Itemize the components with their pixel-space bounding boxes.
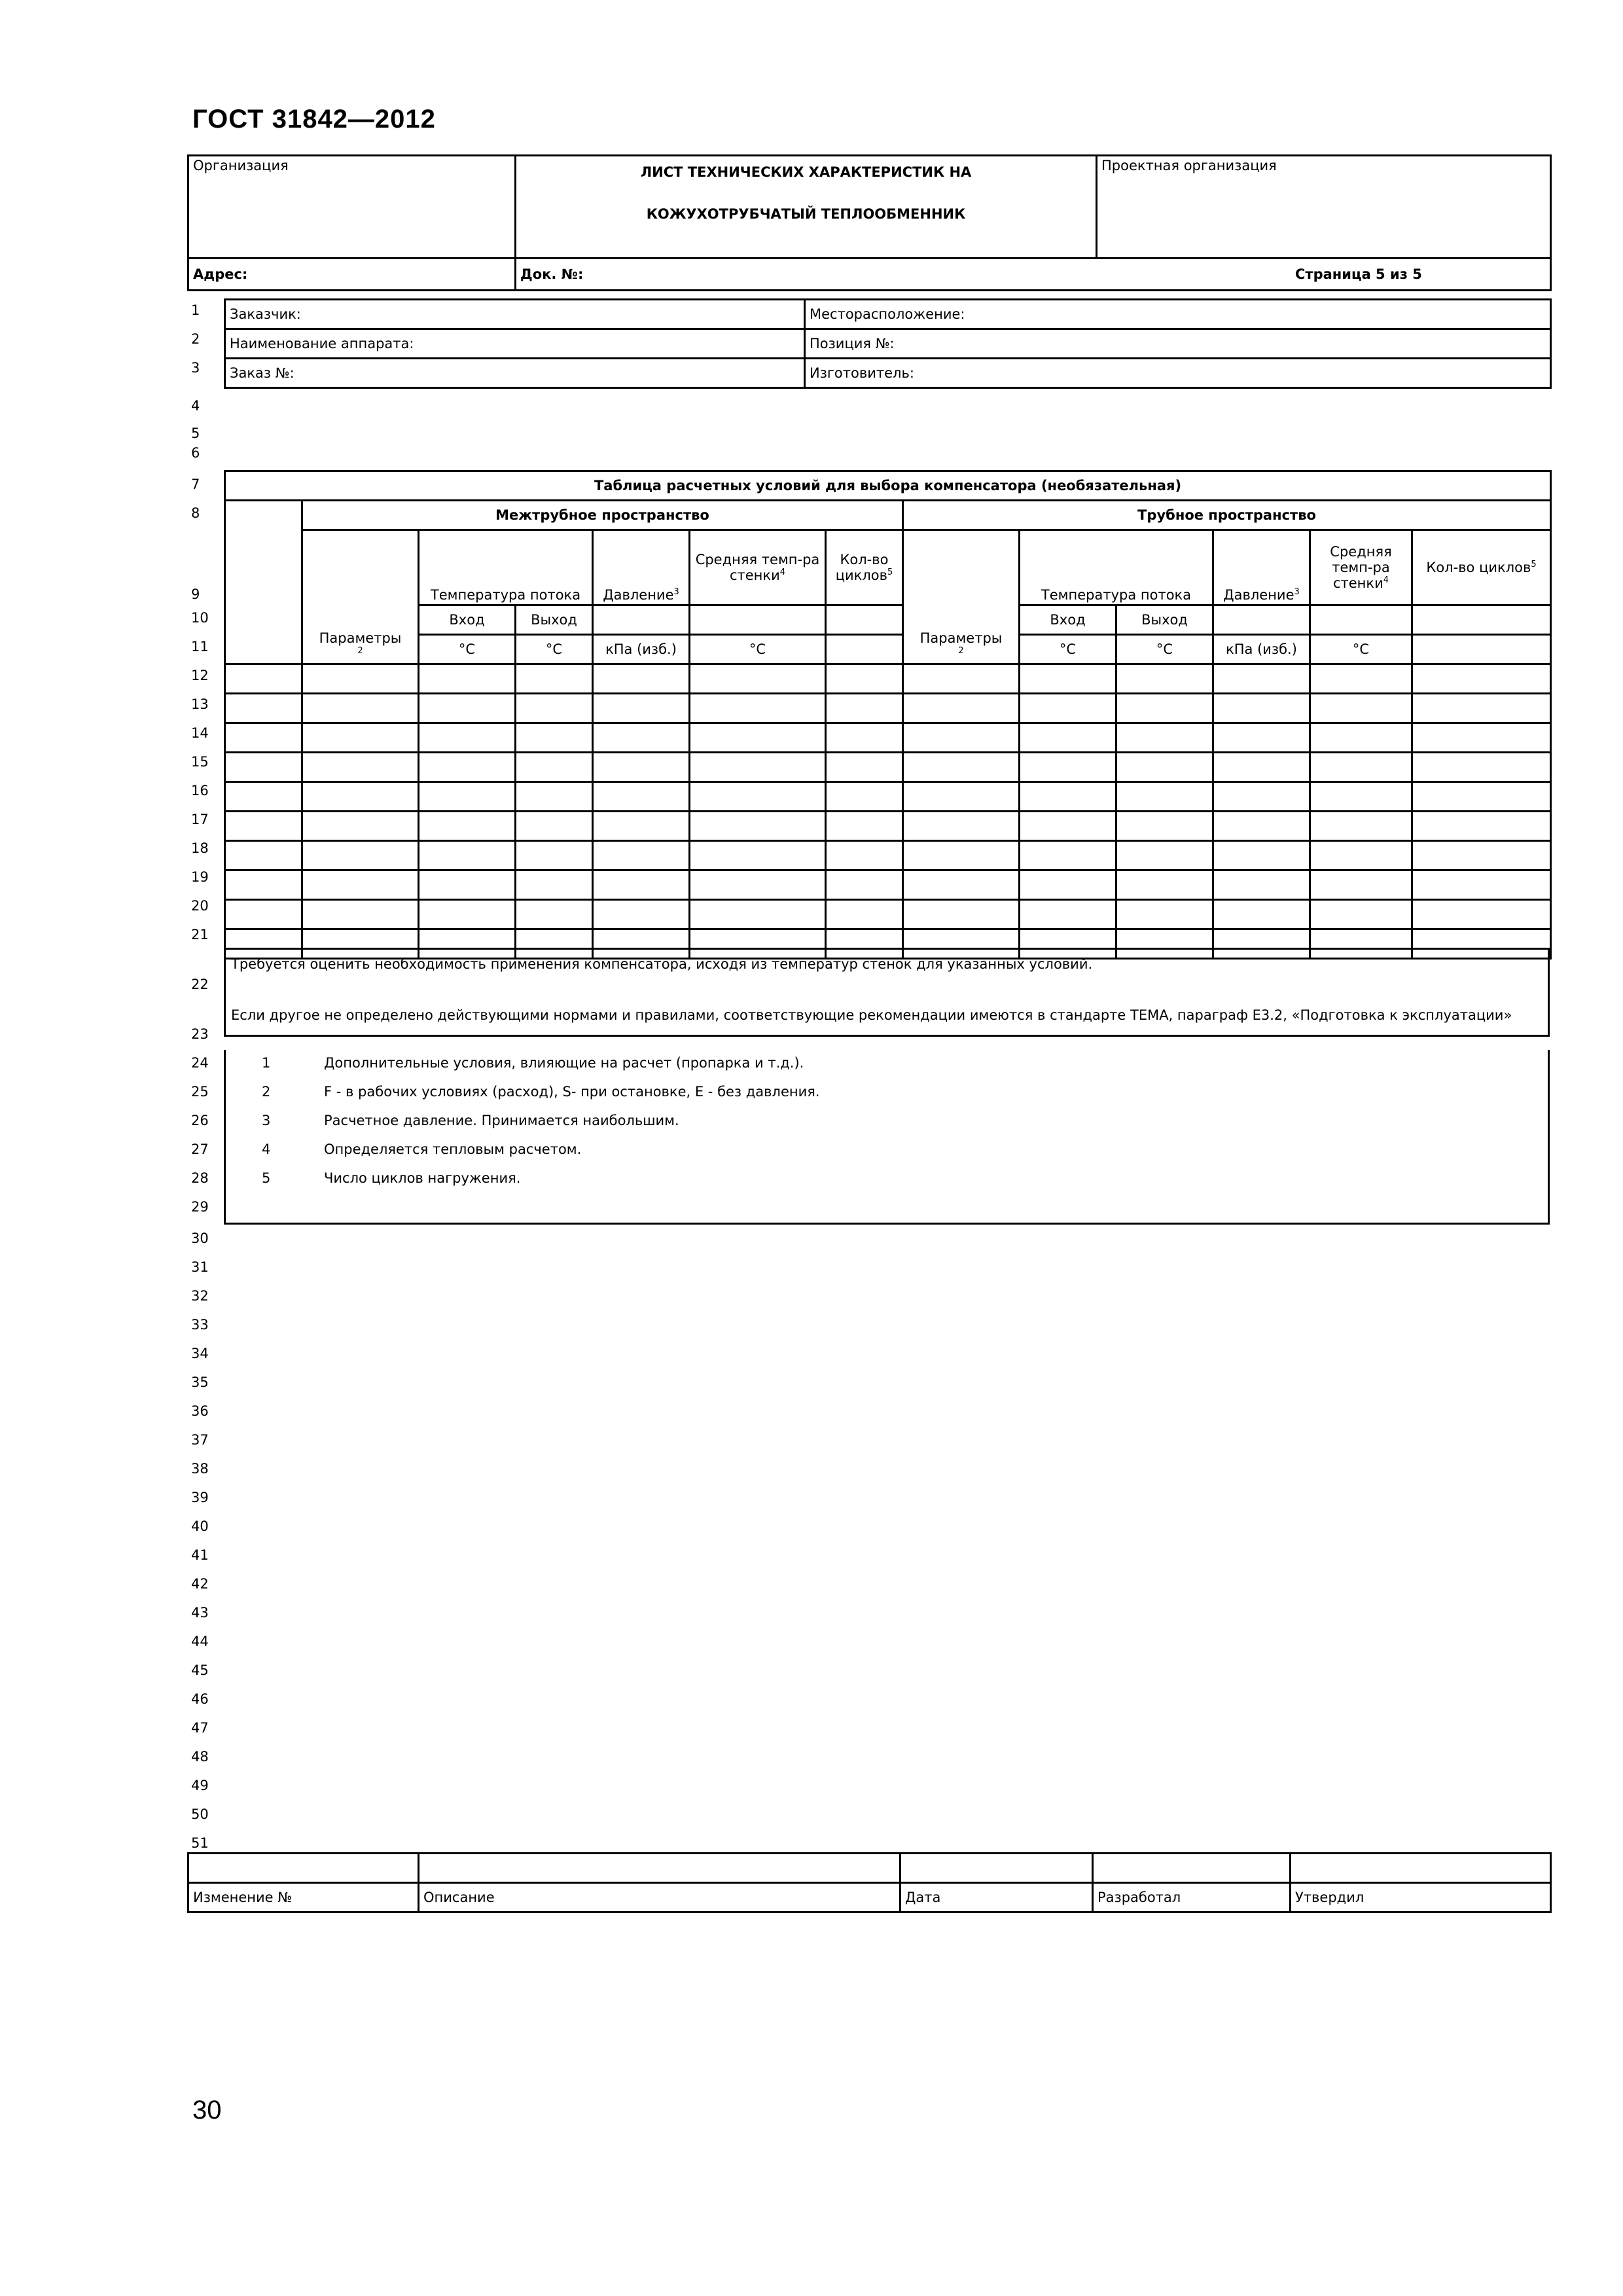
table-cell[interactable] <box>826 782 903 812</box>
table-cell[interactable] <box>903 900 1020 929</box>
remark-line-2: Если другое не определено действующими нормами и правилами, соответствующие рекомендации имеются в стандарте ТЕМА, параграф Е3.2, «Подготовка к эксплуатации» <box>231 1007 1512 1023</box>
apparatus-name-field[interactable]: Наименование аппарата: <box>225 329 805 359</box>
table-cell[interactable] <box>690 782 826 812</box>
table-row <box>225 664 1551 694</box>
organization-cell <box>188 156 516 259</box>
table-cell[interactable] <box>1310 841 1412 870</box>
table-cell[interactable] <box>1213 723 1310 753</box>
change-number-label: Изменение № <box>188 1883 419 1912</box>
line-number: 9 <box>191 586 200 602</box>
table-cell[interactable] <box>903 664 1020 694</box>
compensator-conditions-table <box>224 470 1552 960</box>
line-number: 1 <box>191 302 200 318</box>
line-number: 51 <box>191 1835 209 1851</box>
tube-pressure-header: Давление$^3$ <box>1213 530 1310 605</box>
table-cell[interactable] <box>1412 812 1551 841</box>
table-cell[interactable] <box>1310 753 1412 782</box>
table-cell[interactable] <box>593 753 690 782</box>
line-number: 15 <box>191 754 209 770</box>
table-cell[interactable] <box>225 841 302 870</box>
footnote-2: 2 F - в рабочих условиях (расход), S- при остановке, Е - без давления. <box>262 1084 820 1100</box>
table-cell[interactable] <box>1116 841 1213 870</box>
organization-label: Организация <box>193 158 289 173</box>
table-row <box>225 782 1551 812</box>
footnote-5: 5 Число циклов нагружения. <box>262 1170 521 1186</box>
table-cell[interactable] <box>1020 870 1116 900</box>
footnote-1: 1 Дополнительные условия, влияющие на расчет (пропарка и т.д.). <box>262 1055 804 1071</box>
line-number: 8 <box>191 505 200 521</box>
table-cell[interactable] <box>1213 841 1310 870</box>
line-number: 36 <box>191 1403 209 1419</box>
doc-number-cell <box>516 259 1551 291</box>
table-cell[interactable] <box>419 782 516 812</box>
line-number: 26 <box>191 1113 209 1128</box>
table-cell[interactable] <box>903 723 1020 753</box>
shell-outlet-header: Выход <box>516 605 593 635</box>
table-cell[interactable] <box>516 812 593 841</box>
table-cell[interactable] <box>826 870 903 900</box>
table-cell[interactable] <box>826 900 903 929</box>
empty-cell <box>1412 635 1551 664</box>
table-cell[interactable] <box>1310 694 1412 723</box>
tube-wall-temp-unit: °С <box>1310 635 1412 664</box>
sheet-title-cell <box>516 156 1097 259</box>
table-cell[interactable] <box>593 812 690 841</box>
table-cell[interactable] <box>419 694 516 723</box>
customer-field[interactable]: Заказчик: <box>225 300 805 329</box>
order-number-field[interactable]: Заказ №: <box>225 359 805 388</box>
remark-line-1: Требуется оценить необходимость применения компенсатора, исходя из температур стенок для указанных условий. <box>231 956 1093 972</box>
table-cell[interactable] <box>1412 694 1551 723</box>
line-number: 27 <box>191 1141 209 1157</box>
line-number: 31 <box>191 1259 209 1275</box>
line-number: 38 <box>191 1461 209 1477</box>
table-cell[interactable] <box>1310 900 1412 929</box>
tube-outlet-header: Выход <box>1116 605 1213 635</box>
table-cell[interactable] <box>1213 812 1310 841</box>
sheet-header <box>187 154 1552 291</box>
table-cell[interactable] <box>1116 753 1213 782</box>
table-cell[interactable] <box>516 694 593 723</box>
footnote-4: 4 Определяется тепловым расчетом. <box>262 1141 582 1157</box>
table-cell[interactable] <box>419 664 516 694</box>
tube-outlet-unit: °С <box>1116 635 1213 664</box>
tube-inlet-unit: °С <box>1020 635 1116 664</box>
table-cell[interactable] <box>826 812 903 841</box>
line-number: 2 <box>191 331 200 347</box>
table-cell[interactable] <box>1310 664 1412 694</box>
table-cell[interactable] <box>516 870 593 900</box>
empty-cell <box>690 605 826 635</box>
line-number: 3 <box>191 360 200 376</box>
table-cell[interactable] <box>903 841 1020 870</box>
table-cell[interactable] <box>1213 782 1310 812</box>
table-cell[interactable] <box>302 841 419 870</box>
params-footnote-ref: 2 <box>357 646 363 656</box>
table-cell[interactable] <box>690 870 826 900</box>
revision-date-cell[interactable] <box>901 1854 1093 1883</box>
table-cell[interactable] <box>593 870 690 900</box>
table-cell[interactable] <box>690 900 826 929</box>
table-row <box>225 900 1551 929</box>
empty-cell <box>826 605 903 635</box>
table-row <box>225 753 1551 782</box>
table-cell[interactable] <box>419 812 516 841</box>
table-cell[interactable] <box>225 812 302 841</box>
table-cell[interactable] <box>1310 723 1412 753</box>
table-cell[interactable] <box>225 664 302 694</box>
shell-cycles-header: Кол-во циклов$^5$ <box>826 530 903 605</box>
table-cell[interactable] <box>225 782 302 812</box>
table-cell[interactable] <box>1020 694 1116 723</box>
table-cell[interactable] <box>690 664 826 694</box>
table-cell[interactable] <box>225 870 302 900</box>
table-cell[interactable] <box>516 664 593 694</box>
line-number: 45 <box>191 1662 209 1678</box>
line-number: 48 <box>191 1749 209 1765</box>
tube-side-header: Трубное пространство <box>903 501 1551 530</box>
line-number: 16 <box>191 783 209 798</box>
table-cell[interactable] <box>826 753 903 782</box>
shell-side-header: Межтрубное пространство <box>302 501 903 530</box>
table-cell[interactable] <box>419 900 516 929</box>
line-number: 44 <box>191 1634 209 1649</box>
table-cell[interactable] <box>1412 753 1551 782</box>
table-cell[interactable] <box>1213 694 1310 723</box>
order-info-table <box>224 298 1552 389</box>
table-cell[interactable] <box>1412 900 1551 929</box>
table-cell[interactable] <box>1020 753 1116 782</box>
table-row <box>225 694 1551 723</box>
page-indicator: Страница 5 из 5 <box>1295 266 1422 282</box>
empty-cell <box>1213 605 1310 635</box>
line-number: 7 <box>191 476 200 492</box>
developed-by-label: Разработал <box>1093 1883 1291 1912</box>
line-number: 5 <box>191 425 200 441</box>
table-cell[interactable] <box>593 782 690 812</box>
table-cell[interactable] <box>903 782 1020 812</box>
table-cell[interactable] <box>903 694 1020 723</box>
table-cell[interactable] <box>903 870 1020 900</box>
line-number: 19 <box>191 869 209 885</box>
table-cell[interactable] <box>690 841 826 870</box>
table-cell[interactable] <box>1020 900 1116 929</box>
location-field[interactable]: Месторасположение: <box>805 300 1551 329</box>
table-cell[interactable] <box>690 753 826 782</box>
table-cell[interactable] <box>1020 812 1116 841</box>
description-label: Описание <box>419 1883 901 1912</box>
table-cell[interactable] <box>516 782 593 812</box>
table-cell[interactable] <box>1020 841 1116 870</box>
footnote-3: 3 Расчетное давление. Принимается наибольшим. <box>262 1113 679 1128</box>
line-number: 43 <box>191 1605 209 1621</box>
table-cell[interactable] <box>593 694 690 723</box>
table-row <box>225 870 1551 900</box>
table-cell[interactable] <box>1116 664 1213 694</box>
table-cell[interactable] <box>419 841 516 870</box>
line-number: 34 <box>191 1346 209 1361</box>
tube-params-header: Параметры $^2$ <box>903 530 1020 664</box>
line-number: 42 <box>191 1576 209 1592</box>
line-number: 28 <box>191 1170 209 1186</box>
table-cell[interactable] <box>1213 900 1310 929</box>
table-cell[interactable] <box>1412 841 1551 870</box>
line-number: 29 <box>191 1199 209 1215</box>
line-number: 6 <box>191 445 200 461</box>
table-cell[interactable] <box>690 723 826 753</box>
table-cell[interactable] <box>1310 812 1412 841</box>
table-cell[interactable] <box>1412 664 1551 694</box>
line-number: 14 <box>191 725 209 741</box>
table-cell[interactable] <box>516 753 593 782</box>
table-cell[interactable] <box>302 812 419 841</box>
line-number: 22 <box>191 977 209 992</box>
line-number: 25 <box>191 1084 209 1100</box>
table-cell[interactable] <box>1116 870 1213 900</box>
table-cell[interactable] <box>1310 782 1412 812</box>
line-number: 37 <box>191 1432 209 1448</box>
line-number: 4 <box>191 398 200 414</box>
line-number: 17 <box>191 812 209 827</box>
sheet-title-line2: КОЖУХОТРУБЧАТЫЙ ТЕПЛООБМЕННИК <box>646 206 966 222</box>
revision-approved-cell[interactable] <box>1291 1854 1551 1883</box>
table-cell[interactable] <box>419 870 516 900</box>
table-cell[interactable] <box>302 694 419 723</box>
manufacturer-field[interactable]: Изготовитель: <box>805 359 1551 388</box>
shell-params-header: Параметры $^2$ <box>302 530 419 664</box>
shell-outlet-unit: °С <box>516 635 593 664</box>
shell-pressure-header: Давление$^3$ <box>593 530 690 605</box>
line-number: 35 <box>191 1374 209 1390</box>
line-number: 13 <box>191 696 209 712</box>
revision-developed-cell[interactable] <box>1093 1854 1291 1883</box>
revision-block <box>187 1852 1552 1913</box>
table-cell[interactable] <box>1412 723 1551 753</box>
line-number: 46 <box>191 1691 209 1707</box>
table-row <box>225 841 1551 870</box>
table-cell[interactable] <box>826 664 903 694</box>
line-number: 33 <box>191 1317 209 1333</box>
table-row <box>225 812 1551 841</box>
table-cell[interactable] <box>1116 812 1213 841</box>
line-number: 20 <box>191 898 209 914</box>
footnotes-box <box>224 1050 1550 1225</box>
table-cell[interactable] <box>1020 664 1116 694</box>
table-row <box>225 723 1551 753</box>
table-cell[interactable] <box>302 664 419 694</box>
shell-wall-temp-header: Средняя темп-ра стенки$^4$ <box>690 530 826 605</box>
approved-by-label: Утвердил <box>1291 1883 1551 1912</box>
table-cell[interactable] <box>302 723 419 753</box>
sheet-title-line1: ЛИСТ ТЕХНИЧЕСКИХ ХАРАКТЕРИСТИК НА <box>640 164 972 180</box>
shell-flow-temp-header: Температура потока <box>419 530 593 605</box>
table-cell[interactable] <box>516 900 593 929</box>
tube-inlet-header: Вход <box>1020 605 1116 635</box>
empty-cell <box>826 635 903 664</box>
table-cell[interactable] <box>826 841 903 870</box>
line-number: 24 <box>191 1055 209 1071</box>
line-number: 10 <box>191 610 209 626</box>
revision-description-cell[interactable] <box>419 1854 901 1883</box>
revision-change-cell[interactable] <box>188 1854 419 1883</box>
table-cell[interactable] <box>225 694 302 723</box>
line-number: 21 <box>191 927 209 942</box>
design-organization-cell <box>1097 156 1551 259</box>
line-number: 11 <box>191 639 209 655</box>
table-cell[interactable] <box>302 900 419 929</box>
table-cell[interactable] <box>1116 782 1213 812</box>
table-cell[interactable] <box>826 723 903 753</box>
table-cell[interactable] <box>302 782 419 812</box>
table-cell[interactable] <box>903 753 1020 782</box>
line-number: 49 <box>191 1778 209 1793</box>
table-cell[interactable] <box>225 723 302 753</box>
shell-pressure-unit: кПа (изб.) <box>593 635 690 664</box>
table-cell[interactable] <box>516 723 593 753</box>
table-cell[interactable] <box>690 694 826 723</box>
line-number: 39 <box>191 1490 209 1505</box>
address-label: Адрес: <box>188 259 516 291</box>
table-cell[interactable] <box>903 812 1020 841</box>
table-cell[interactable] <box>419 723 516 753</box>
table-cell[interactable] <box>1020 782 1116 812</box>
table-cell[interactable] <box>1412 870 1551 900</box>
line-number: 41 <box>191 1547 209 1563</box>
line-number: 50 <box>191 1806 209 1822</box>
doc-number-label: Док. №: <box>520 266 584 282</box>
table-cell[interactable] <box>419 753 516 782</box>
table-cell[interactable] <box>225 900 302 929</box>
position-field[interactable]: Позиция №: <box>805 329 1551 359</box>
data-rows <box>225 664 1551 959</box>
tube-wall-temp-header: Средняя темп-ра стенки$^4$ <box>1310 530 1412 605</box>
line-number: 18 <box>191 840 209 856</box>
row-label-column <box>225 501 302 664</box>
table-cell[interactable] <box>225 753 302 782</box>
standard-title: ГОСТ 31842—2012 <box>192 105 436 134</box>
tube-pressure-unit: кПа (изб.) <box>1213 635 1310 664</box>
line-number: 12 <box>191 668 209 683</box>
table-cell[interactable] <box>593 664 690 694</box>
table-cell[interactable] <box>690 812 826 841</box>
date-label: Дата <box>901 1883 1093 1912</box>
table-cell[interactable] <box>826 694 903 723</box>
line-number: 40 <box>191 1518 209 1534</box>
empty-cell <box>1310 605 1412 635</box>
table-cell[interactable] <box>593 900 690 929</box>
tube-flow-temp-header: Температура потока <box>1020 530 1213 605</box>
line-number: 32 <box>191 1288 209 1304</box>
empty-cell <box>1412 605 1551 635</box>
table-cell[interactable] <box>302 753 419 782</box>
table-cell[interactable] <box>1213 753 1310 782</box>
table-cell[interactable] <box>1116 694 1213 723</box>
shell-wall-temp-unit: °С <box>690 635 826 664</box>
table-cell[interactable] <box>516 841 593 870</box>
table-cell[interactable] <box>302 870 419 900</box>
table-cell[interactable] <box>1116 723 1213 753</box>
shell-inlet-unit: °С <box>419 635 516 664</box>
table-cell[interactable] <box>1412 782 1551 812</box>
table-caption: Таблица расчетных условий для выбора компенсатора (необязательная) <box>225 471 1551 501</box>
page-number: 30 <box>192 2096 222 2125</box>
tube-cycles-header: Кол-во циклов$^5$ <box>1412 530 1551 605</box>
line-number: 30 <box>191 1230 209 1246</box>
table-cell[interactable] <box>593 723 690 753</box>
design-organization-label: Проектная организация <box>1101 158 1277 173</box>
table-cell[interactable] <box>1213 664 1310 694</box>
empty-cell <box>593 605 690 635</box>
table-cell[interactable] <box>1213 870 1310 900</box>
table-cell[interactable] <box>1020 723 1116 753</box>
line-number: 23 <box>191 1026 209 1042</box>
shell-inlet-header: Вход <box>419 605 516 635</box>
line-number: 47 <box>191 1720 209 1736</box>
remarks-box <box>224 948 1550 1037</box>
table-cell[interactable] <box>1310 870 1412 900</box>
table-cell[interactable] <box>593 841 690 870</box>
table-cell[interactable] <box>1116 900 1213 929</box>
